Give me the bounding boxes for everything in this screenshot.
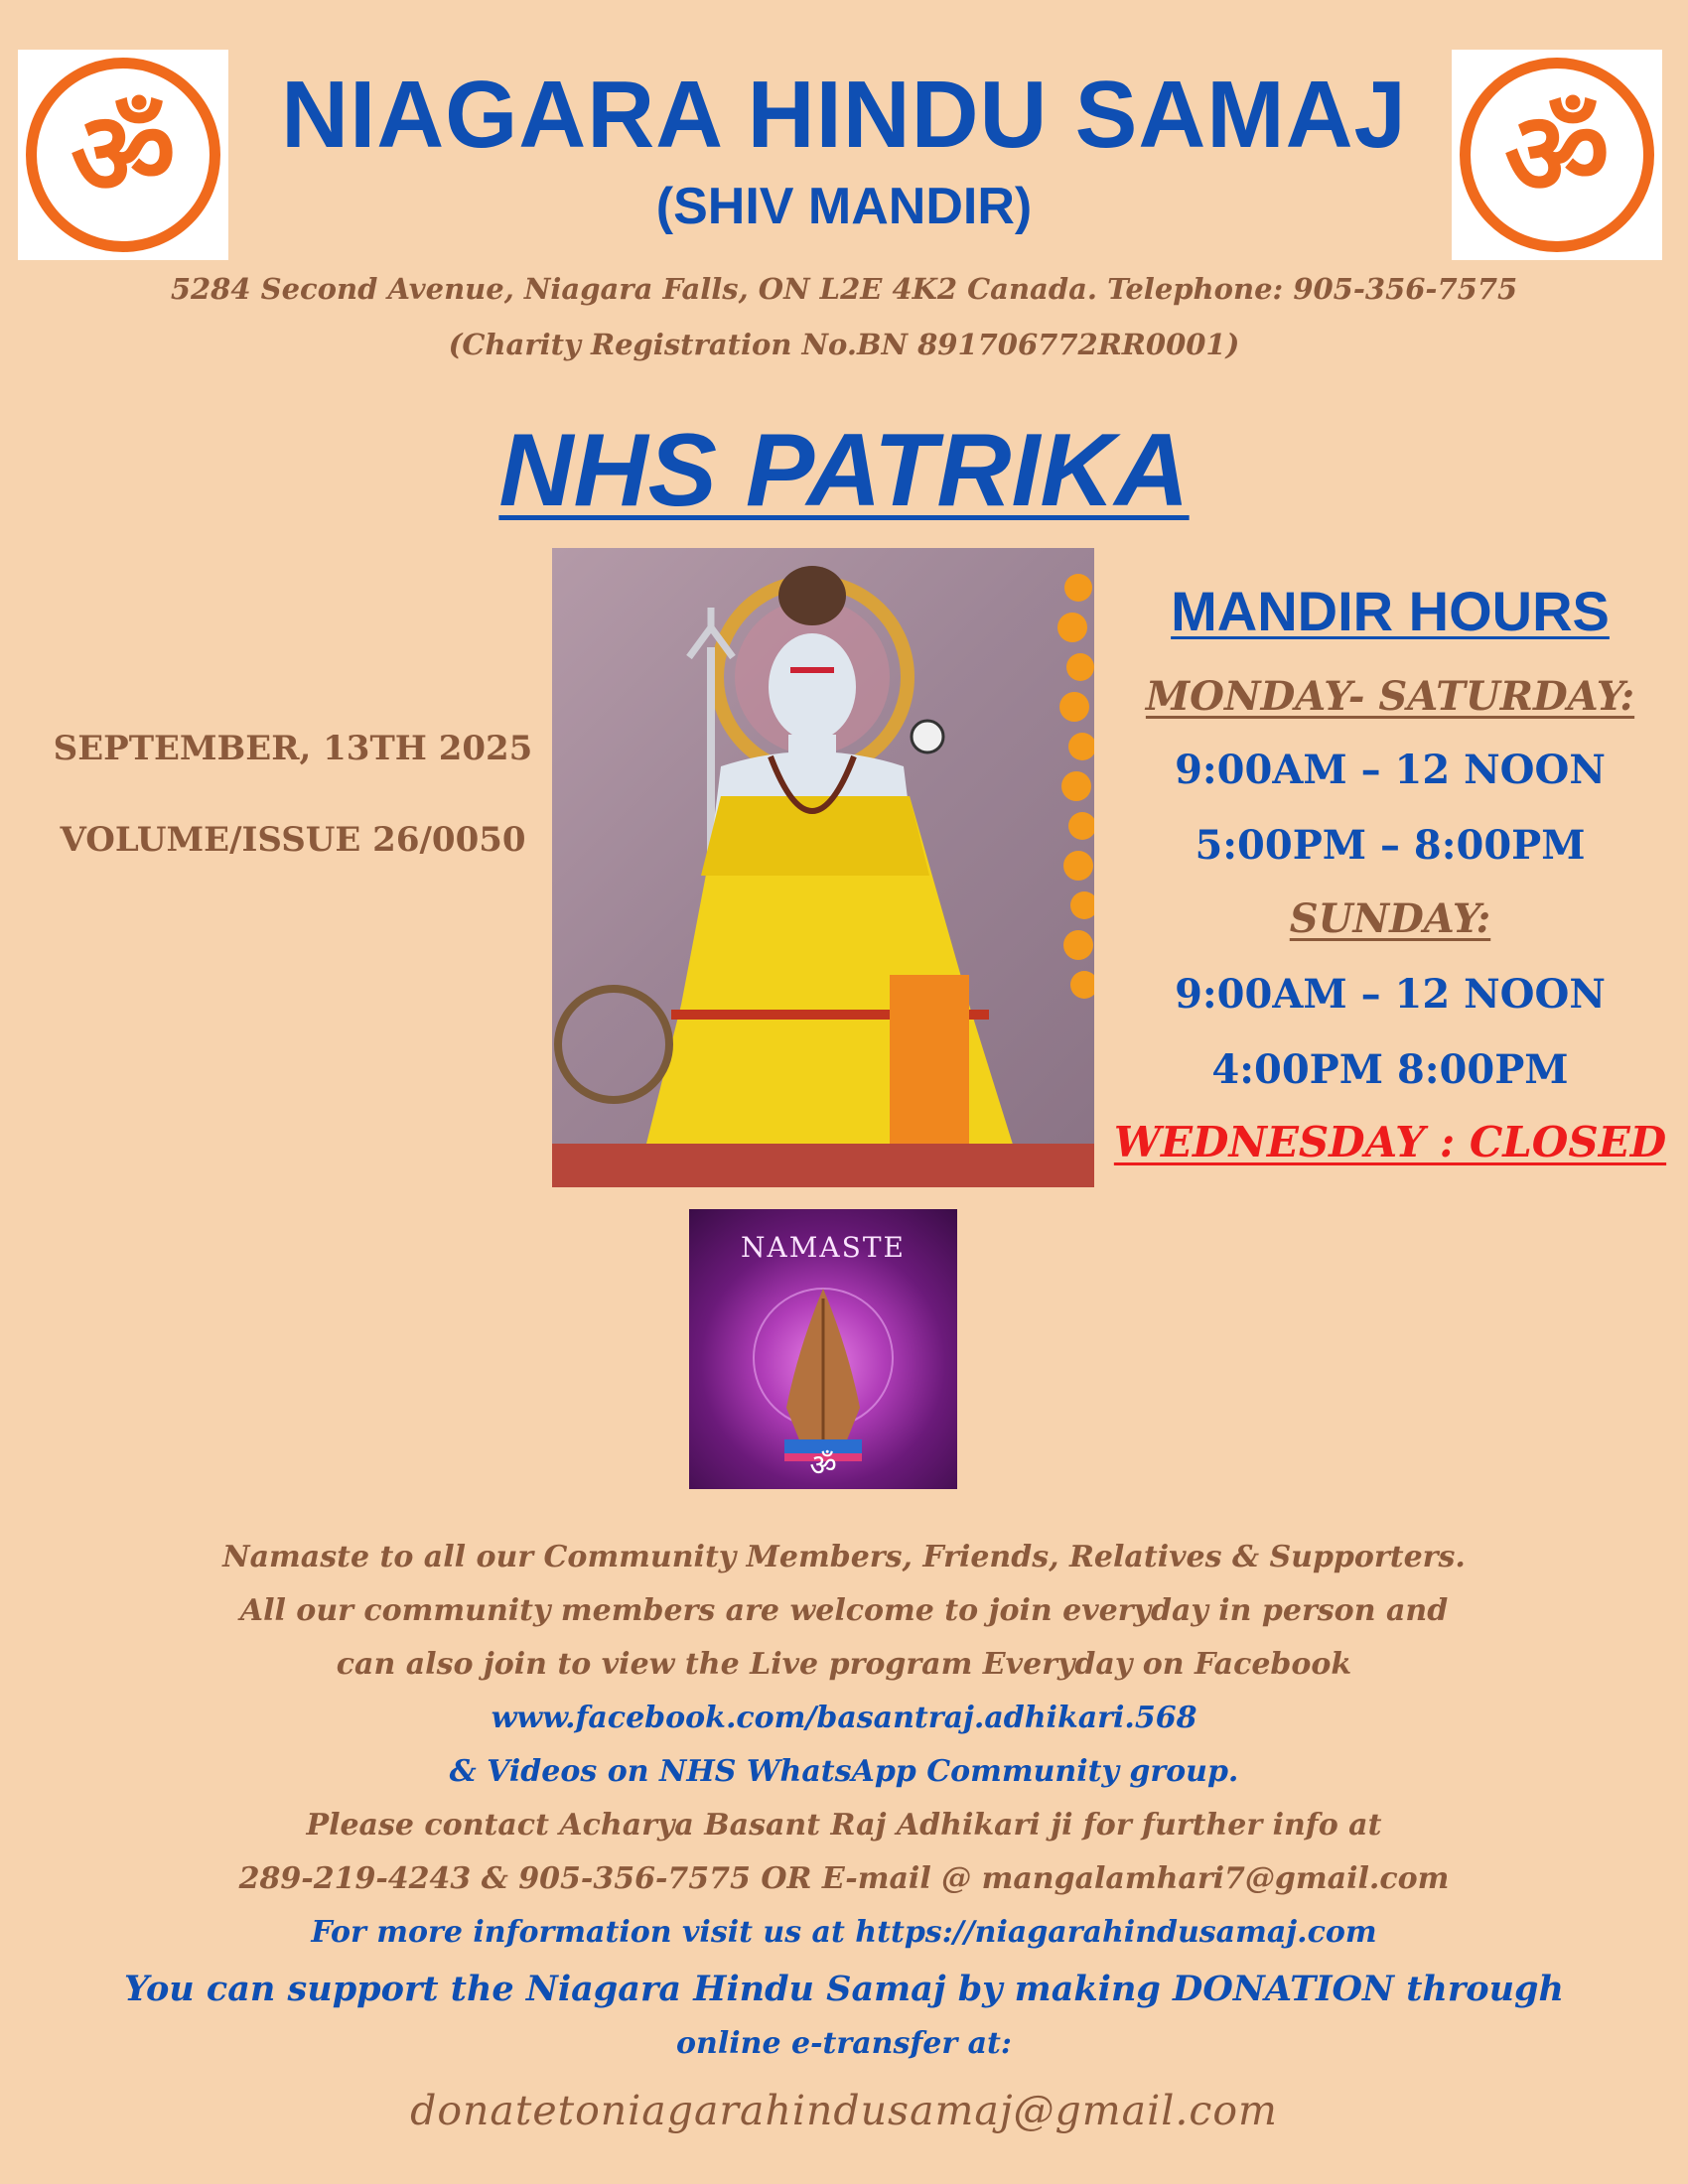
sunday-label: SUNDAY: — [1289, 895, 1491, 942]
namaste-image — [689, 1209, 957, 1489]
om-logo-left — [18, 50, 228, 260]
issue-date: SEPTEMBER, 13TH 2025 — [53, 729, 533, 768]
volume-issue: VOLUME/ISSUE 26/0050 — [60, 820, 526, 860]
wednesday-closed: WEDNESDAY : CLOSED — [1113, 1118, 1667, 1166]
hours-title: MANDIR HOURS — [1171, 580, 1610, 642]
om-ring-left — [26, 58, 220, 252]
charity-registration: (Charity Registration No.BN 891706772RR0001) — [448, 328, 1240, 361]
address: 5284 Second Avenue, Niagara Falls, ON L2E 4K2 Canada. Telephone: 905-356-7575 — [170, 272, 1518, 306]
om-logo-right — [1452, 50, 1662, 260]
donation-email[interactable]: donatetoniagarahindusamaj@gmail.com — [410, 2087, 1278, 2134]
om-icon: ॐ — [70, 87, 176, 221]
donation-line-2: online e-transfer at: — [676, 2026, 1012, 2061]
shiva-illustration — [552, 548, 1094, 1187]
om-icon: ॐ — [1504, 87, 1610, 221]
sunday-morning-hours: 9:00AM – 12 NOON — [1175, 971, 1606, 1018]
namaste-caption: NAMASTE — [741, 1231, 906, 1264]
om-icon: ॐ — [809, 1448, 837, 1483]
shiva-murti-image — [552, 548, 1094, 1187]
weekday-label: MONDAY- SATURDAY: — [1145, 673, 1635, 720]
weekday-morning-hours: 9:00AM – 12 NOON — [1175, 747, 1606, 793]
newsletter-title: NHS PATRIKA — [498, 413, 1190, 528]
message-line-2: All our community members are welcome to join everyday in person and — [239, 1593, 1449, 1628]
donation-line-1: You can support the Niagara Hindu Samaj by making DONATION through — [124, 1969, 1564, 2009]
website-link[interactable]: For more information visit us at https://niagarahindusamaj.com — [311, 1915, 1377, 1950]
whatsapp-line: & Videos on NHS WhatsApp Community group. — [449, 1754, 1239, 1789]
sunday-evening-hours: 4:00PM 8:00PM — [1211, 1046, 1569, 1093]
phones-email-line: 289-219-4243 & 905-356-7575 OR E-mail @ mangalamhari7@gmail.com — [238, 1861, 1450, 1896]
message-line-3: can also join to view the Live program Everyday on Facebook — [336, 1647, 1352, 1682]
contact-line: Please contact Acharya Basant Raj Adhikari ji for further info at — [306, 1808, 1382, 1843]
facebook-link[interactable]: www.facebook.com/basantraj.adhikari.568 — [491, 1701, 1197, 1735]
om-ring-right — [1460, 58, 1654, 252]
message-line-1: Namaste to all our Community Members, Friends, Relatives & Supporters. — [222, 1540, 1466, 1574]
org-title: NIAGARA HINDU SAMAJ — [281, 62, 1407, 168]
weekday-evening-hours: 5:00PM – 8:00PM — [1195, 822, 1586, 869]
org-subtitle: (SHIV MANDIR) — [655, 178, 1033, 235]
